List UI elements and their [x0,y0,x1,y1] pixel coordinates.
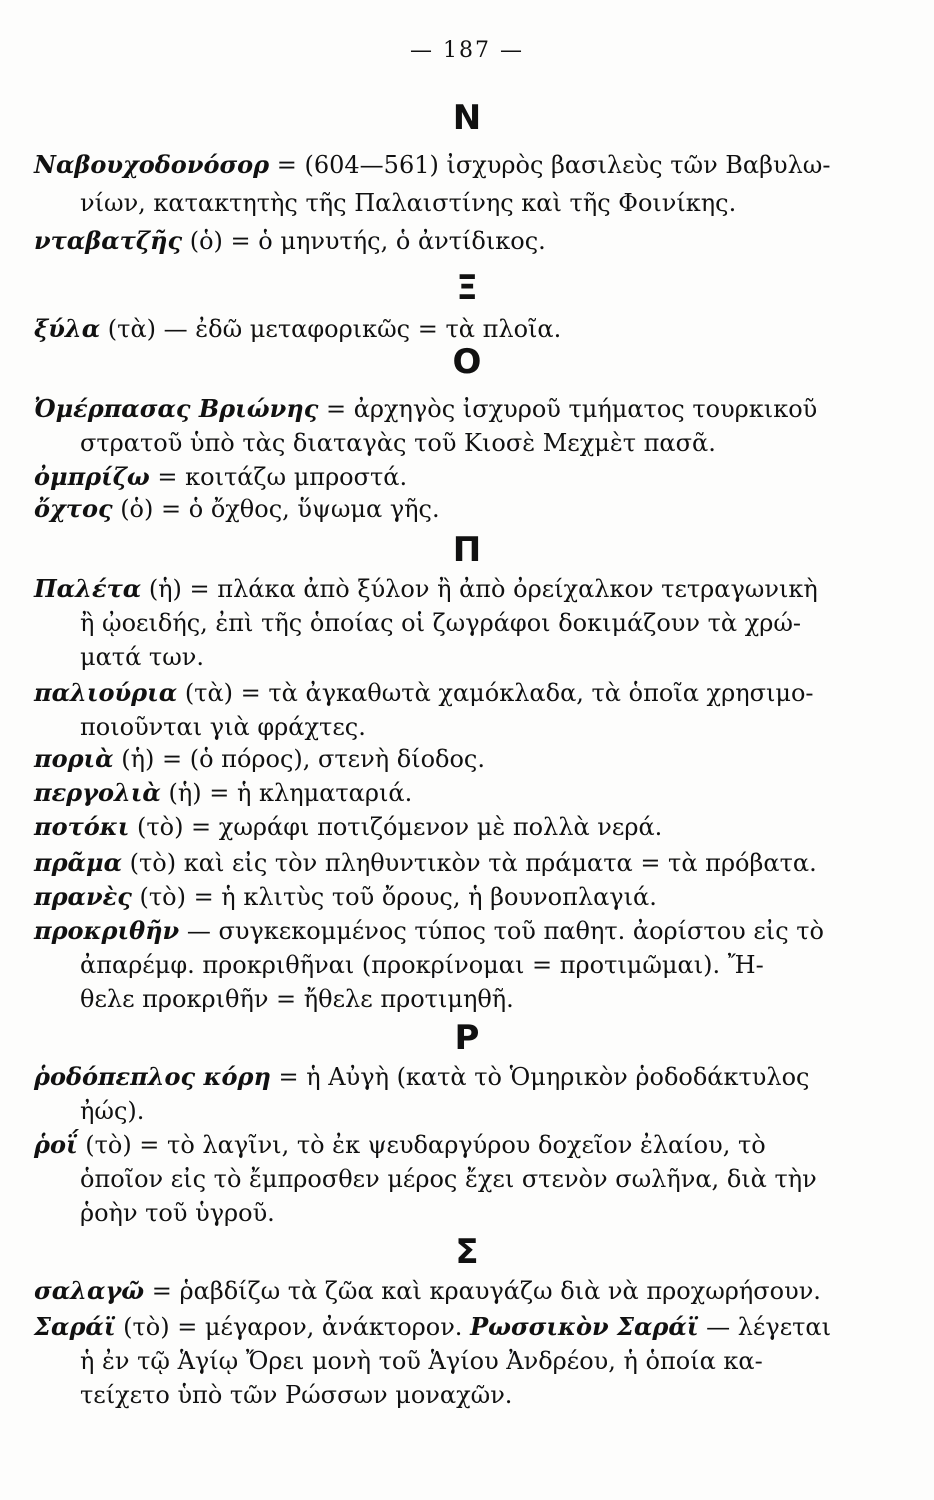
entry-line [34,494,440,524]
definition: (τὸ) = μέγαρον, ἀνάκτορον. [115,1313,471,1341]
entry-line [34,882,657,912]
entry-line [34,744,485,774]
entry-line [34,1130,766,1160]
headword-secondary: Ρωσσικὸν Σαράϊ [470,1312,699,1341]
section-letter-rho: Ρ [454,1018,480,1058]
headword: Ὀμέρπασας Βριώνης [34,394,319,423]
headword: ποτόκι [34,812,130,841]
section-letter-o: Ο [452,342,482,382]
entry-line [34,848,817,878]
entry-line [34,150,830,180]
entry-line: ἢ ᾠοειδής, ἐπὶ τῆς ὁποίας οἱ ζωγράφοι δοκιμάζουν τὰ χρώ- [80,609,802,637]
definition: = ἀρχηγὸς ἰσχυροῦ τμήματος τουρκικοῦ [318,395,818,423]
headword: παλιούρια [34,678,178,707]
headword: ῥοδόπεπλος κόρη [34,1062,271,1091]
entry-line [34,1312,831,1342]
entry-line [34,678,814,708]
headword: πρανὲς [34,882,132,911]
headword: Σαράϊ [34,1312,116,1341]
headword: Ναβουχοδονόσορ [34,150,270,179]
definition: (τὸ) = ἡ κλιτὺς τοῦ ὄρους, ἡ βουνοπλαγιά. [131,883,657,911]
entry-line [34,812,662,842]
headword: Παλέτα [34,574,142,603]
entry-line [34,916,824,946]
entry-line [34,314,561,344]
headword: πoριὰ [34,744,114,773]
definition: (τὸ) = τὸ λαγῖνι, τὸ ἐκ ψευδαργύρου δοχεῖον ἐλαίου, τὸ [77,1131,766,1159]
definition: (ἡ) = ἡ κληματαριά. [160,779,413,807]
entry-line: ὁποῖον εἰς τὸ ἔμπροσθεν μέρος ἔχει στενὸν σωλῆνα, διὰ τὴν [80,1165,817,1193]
entry-line: ἀπαρέμφ. προκριθῆναι (προκρίνομαι = προτιμῶμαι). Ἤ- [80,951,764,979]
headword: ὀμπρίζω [34,462,150,491]
definition: = (604—561) ἰσχυρὸς βασιλεὺς τῶν Βαβυλω- [269,151,831,179]
definition: = κοιτάζω μπροστά. [149,463,408,491]
definition: — συγκεκομμένος τύπος τοῦ παθητ. ἀορίστου εἰς τὸ [179,917,825,945]
entry-line [34,778,412,808]
section-letter-xi: Ξ [456,268,478,308]
entry-line: ἠώς). [80,1097,145,1125]
definition: (ὁ) = ὁ μηνυτής, ὁ ἀντίδικος. [182,227,546,255]
headword: προκριθῆν [34,916,180,945]
definition: (ἡ) = (ὁ πόρος), στενὴ δίοδος. [113,745,485,773]
section-letter-sigma: Σ [455,1232,479,1272]
entry-line [34,574,818,604]
entry-line: νίων, κατακτητὴς τῆς Παλαιστίνης καὶ τῆς Φοινίκης. [80,189,737,217]
section-letter-pi: Π [452,530,482,570]
headword: ῥοΐ [34,1130,78,1159]
headword: πρᾶμα [34,848,123,877]
entry-line [34,462,407,492]
headword: ξύλα [34,314,101,343]
headword: περγολιὰ [34,778,161,807]
entry-line [34,1062,809,1092]
headword: ὄχτος [34,494,113,523]
entry-line: ῥοὴν τοῦ ὑγροῦ. [80,1199,275,1227]
entry-line [34,226,546,256]
entry-line [34,1276,821,1306]
definition: = ῥαβδίζω τὰ ζῶα καὶ κραυγάζω διὰ νὰ προχωρήσουν. [144,1277,821,1305]
definition: (ὁ) = ὁ ὄχθος, ὕψωμα γῆς. [112,495,440,523]
entry-line: ἡ ἐν τῷ Ἁγίῳ Ὄρει μονὴ τοῦ Ἁγίου Ἀνδρέου, ἡ ὁποία κα- [80,1347,763,1375]
definition: (τὰ) — ἐδῶ μεταφορικῶς = τὰ πλοῖα. [100,315,562,343]
headword: σαλαγῶ [34,1276,145,1305]
definition: (ἡ) = πλάκα ἀπὸ ξύλον ἢ ἀπὸ ὀρείχαλκον τετραγωνικὴ [141,575,818,603]
entry-line: θελε προκριθῆν = ἤθελε προτιμηθῆ. [80,985,514,1013]
definition: = ἡ Αὐγὴ (κατὰ τὸ Ὁμηρικὸν ῥοδοδάκτυλος [270,1063,810,1091]
headword: νταβατζῆς [34,226,183,255]
page-number: — 187 — [410,38,524,63]
entry-line: στρατοῦ ὑπὸ τὰς διαταγὰς τοῦ Κιοσὲ Μεχμὲτ πασᾶ. [80,429,716,457]
entry-line: ποιοῦνται γιὰ φράχτες. [80,713,366,741]
section-letter-n: N [452,98,482,138]
definition: (τὸ) = χωράφι ποτιζόμενον μὲ πολλὰ νερά. [129,813,663,841]
entry-line [34,394,817,424]
entry-line: τείχετο ὑπὸ τῶν Ρώσσων μοναχῶν. [80,1381,513,1409]
definition: (τὸ) καὶ εἰς τὸν πληθυντικὸν τὰ πράματα = τὰ πρόβατα. [122,849,817,877]
definition: — λέγεται [698,1313,832,1341]
definition: (τὰ) = τὰ ἀγκαθωτὰ χαμόκλαδα, τὰ ὁποῖα χρησιμο- [177,679,814,707]
entry-line: ματά των. [80,643,204,671]
